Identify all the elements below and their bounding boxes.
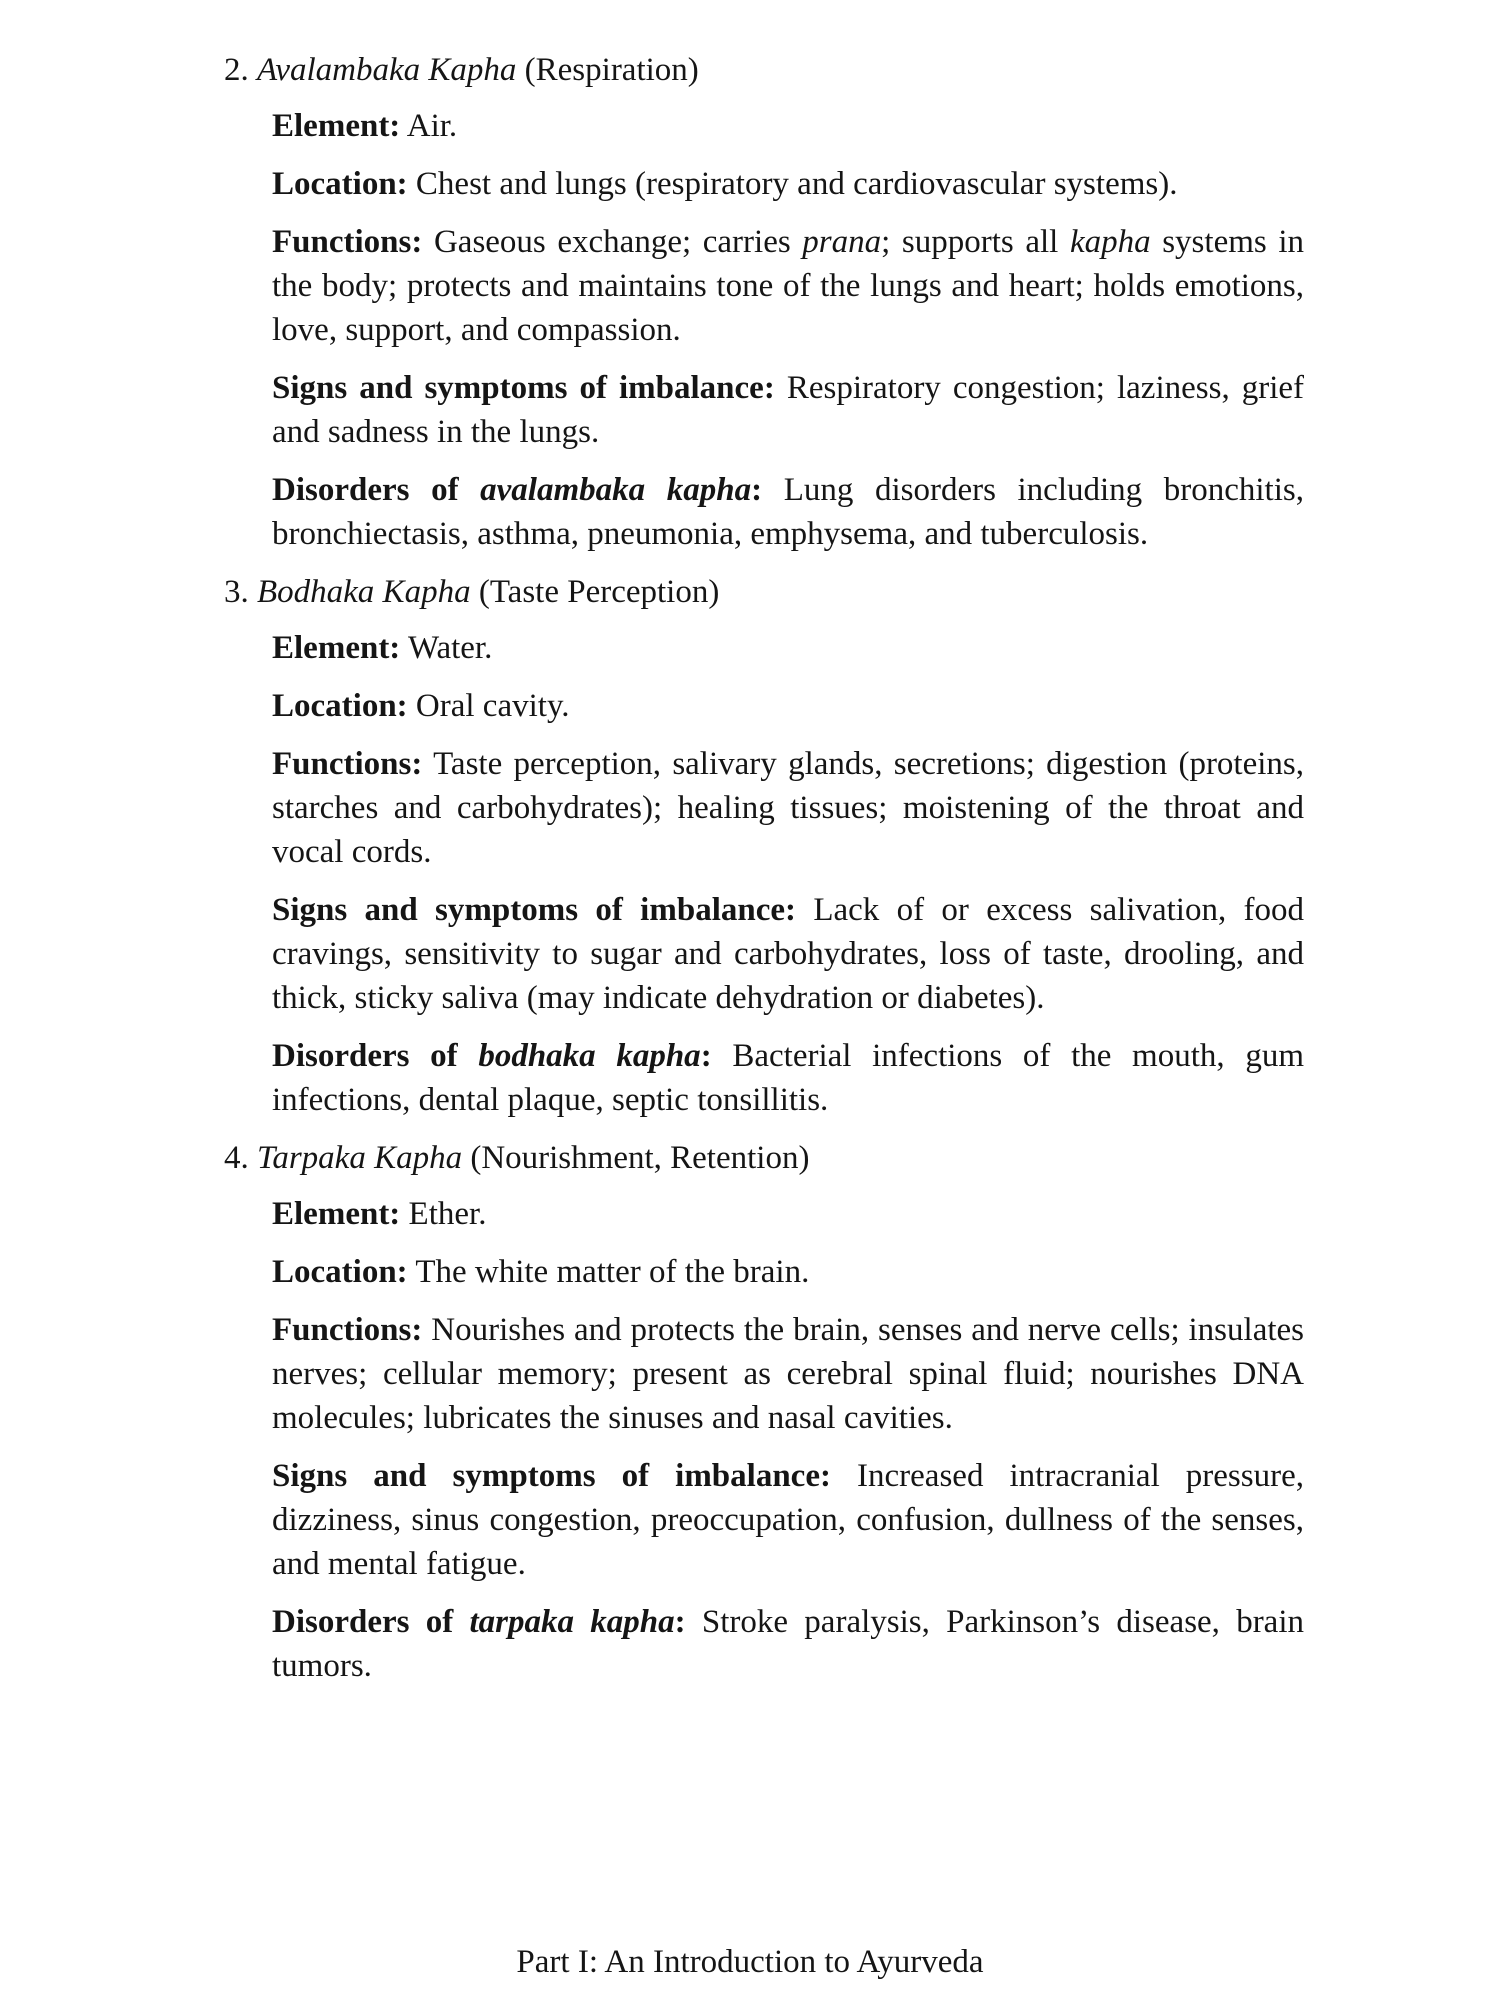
disorders-label-suffix: : [674,1604,686,1640]
signs-field [272,366,1304,454]
signs-label: Signs and symptoms of imbalance: [272,892,796,928]
disorders-label-suffix: : [700,1038,712,1074]
location-label: Location: [272,688,408,724]
disorders-value: Lung disorders including bronchitis, bronchiectasis, asthma, pneumonia, emphysema, and tuberculosis. [272,472,1304,552]
section-name: Avalambaka Kapha [257,52,517,88]
disorders-label [272,1604,686,1640]
section-heading [224,48,1304,92]
disorders-field [272,468,1304,556]
element-label: Element: [272,108,401,144]
element-value: Ether. [408,1196,487,1232]
signs-label: Signs and symptoms of imbalance: [272,1458,831,1494]
element-value: Air. [406,108,458,144]
element-label: Element: [272,630,401,666]
disorders-label-suffix: : [751,472,763,508]
functions-value: Taste perception, salivary glands, secretions; digestion (proteins, starches and carbohydrates); healing tissues; moistening of the throat and vocal cords. [272,746,1305,870]
section-subtitle: (Respiration) [524,52,699,88]
element-field [272,626,1304,670]
element-value: Water. [407,630,493,666]
disorders-label-term: bodhaka kapha [478,1038,701,1074]
element-field [272,104,1304,148]
functions-field [272,220,1304,352]
section-subtitle: (Nourishment, Retention) [470,1140,810,1176]
location-field [272,684,1304,728]
section-name: Tarpaka Kapha [257,1140,463,1176]
functions-text: ; supports all [881,224,1070,260]
section-number: 2. [224,52,249,88]
functions-label: Functions: [272,224,423,260]
location-field [272,1250,1304,1294]
section-bodhaka-kapha [224,570,1304,1122]
disorders-label [272,472,762,508]
section-heading [224,570,1304,614]
section-number: 4. [224,1140,249,1176]
disorders-label-prefix: Disorders of [272,1038,479,1074]
disorders-field [272,1600,1304,1688]
element-label: Element: [272,1196,401,1232]
signs-field [272,1454,1304,1586]
functions-value: Nourishes and protects the brain, senses and nerve cells; insulates nerves; cellular memory; present as cerebral spinal fluid; nourishes DNA molecules; lubricates the sinuses and nasal cavities. [272,1312,1305,1436]
functions-label: Functions: [272,1312,423,1348]
section-heading [224,1136,1304,1180]
location-value: Chest and lungs (respiratory and cardiovascular systems). [415,166,1178,202]
signs-value: Increased intracranial pressure, dizziness, sinus congestion, preoccupation, confusion, dullness of the senses, and mental fatigue. [272,1458,1305,1582]
section-avalambaka-kapha [224,48,1304,556]
disorders-value: Stroke paralysis, Parkinson’s disease, brain tumors. [272,1604,1305,1684]
location-field [272,162,1304,206]
disorders-label-prefix: Disorders of [272,1604,470,1640]
signs-value: Respiratory congestion; laziness, grief and sadness in the lungs. [272,370,1305,450]
disorders-value: Bacterial infections of the mouth, gum infections, dental plaque, septic tonsillitis. [272,1038,1304,1118]
disorders-label [272,1038,712,1074]
location-label: Location: [272,166,408,202]
location-value: Oral cavity. [415,688,570,724]
functions-label: Functions: [272,746,423,782]
disorders-label-term: tarpaka kapha [469,1604,675,1640]
disorders-field [272,1034,1304,1122]
section-tarpaka-kapha [224,1136,1304,1688]
disorders-label-prefix: Disorders of [272,472,481,508]
functions-field [272,742,1304,874]
signs-field [272,888,1304,1020]
signs-label: Signs and symptoms of imbalance: [272,370,775,406]
functions-term: prana [802,224,882,260]
functions-term: kapha [1069,224,1151,260]
location-label: Location: [272,1254,408,1290]
disorders-label-term: avalambaka kapha [480,472,752,508]
location-value: The white matter of the brain. [415,1254,810,1290]
page-content [224,48,1304,1702]
element-field [272,1192,1304,1236]
functions-text: Gaseous exchange; carries [433,224,803,260]
functions-field [272,1308,1304,1440]
functions-text: systems in the body; protects and maintains tone of the lungs and heart; holds emotions, love, support, and compassion. [272,224,1305,348]
page-footer: Part I: An Introduction to Ayurveda [516,1944,984,1980]
section-name: Bodhaka Kapha [257,574,471,610]
section-number: 3. [224,574,249,610]
signs-value: Lack of or excess salivation, food cravings, sensitivity to sugar and carbohydrates, loss of taste, drooling, and thick, sticky saliva (may indicate dehydration or diabetes). [272,892,1305,1016]
section-subtitle: (Taste Perception) [478,574,720,610]
